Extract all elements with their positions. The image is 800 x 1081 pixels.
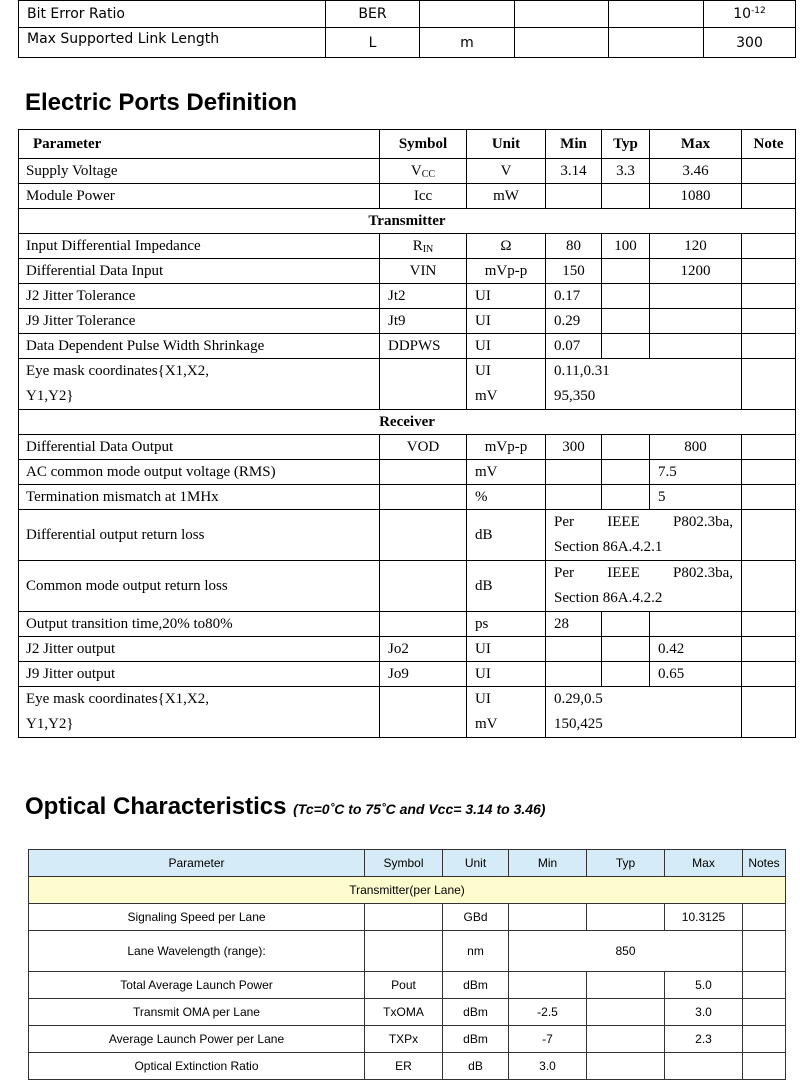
- unit-cell: dB: [443, 1053, 509, 1080]
- note-cell: [742, 359, 796, 410]
- min-cell: [546, 485, 602, 510]
- header-symbol: Symbol: [380, 130, 467, 159]
- symbol-cell: L: [326, 28, 420, 58]
- max-cell: [650, 284, 742, 309]
- value-line: 0.29,0.5: [554, 691, 603, 707]
- param-line: Eye mask coordinates{X1,X2,: [26, 691, 209, 707]
- symbol-cell: [380, 359, 467, 410]
- unit-cell: mVp-p: [467, 435, 546, 460]
- symbol-cell: [380, 485, 467, 510]
- typ-cell: [602, 637, 650, 662]
- notes-cell: [743, 1026, 786, 1053]
- table-row: [19, 359, 796, 410]
- min-cell: [546, 637, 602, 662]
- header-unit: Unit: [467, 130, 546, 159]
- min-cell: 150: [546, 259, 602, 284]
- table-row: [19, 309, 796, 334]
- typ-cell: [602, 612, 650, 637]
- value-word: Per: [554, 514, 574, 530]
- table-row: [29, 931, 786, 972]
- section-transmitter-per-lane: Transmitter(per Lane): [29, 877, 786, 904]
- max-cell: [650, 309, 742, 334]
- unit-line: mV: [475, 388, 498, 404]
- optical-condition: (Tc=0˚C to 75˚C and Vcc= 3.14 to 3.46): [293, 801, 546, 817]
- note-cell: [742, 309, 796, 334]
- table-row: [19, 28, 796, 58]
- link-spec-table: [18, 0, 796, 58]
- max-cell: [650, 334, 742, 359]
- symbol-cell: DDPWS: [380, 334, 467, 359]
- param-cell: Output transition time,20% to80%: [19, 612, 380, 637]
- min-cell: [546, 460, 602, 485]
- notes-cell: [743, 931, 786, 972]
- symbol-cell: TxOMA: [365, 999, 443, 1026]
- param-cell: Data Dependent Pulse Width Shrinkage: [19, 334, 380, 359]
- table-row: [19, 184, 796, 209]
- value-line: 95,350: [554, 388, 596, 404]
- notes-cell: [743, 999, 786, 1026]
- header-notes: Notes: [743, 850, 786, 877]
- value-line: 150,425: [554, 716, 603, 732]
- header-symbol: Symbol: [365, 850, 443, 877]
- param-cell: AC common mode output voltage (RMS): [19, 460, 380, 485]
- param-cell: Common mode output return loss: [19, 561, 380, 612]
- typ-cell: [602, 334, 650, 359]
- param-cell: J2 Jitter Tolerance: [19, 284, 380, 309]
- max-cell: 2.3: [665, 1026, 743, 1053]
- unit-cell: dBm: [443, 972, 509, 999]
- unit-cell: UI: [467, 309, 546, 334]
- table-row: [19, 435, 796, 460]
- section-row: [19, 209, 796, 234]
- typ-cell: [602, 460, 650, 485]
- table-row: [29, 904, 786, 931]
- unit-cell: GBd: [443, 904, 509, 931]
- table-row: [19, 662, 796, 687]
- table-row: [19, 637, 796, 662]
- max-cell: 0.42: [650, 637, 742, 662]
- notes-cell: [743, 972, 786, 999]
- note-cell: [742, 284, 796, 309]
- unit-cell: UI: [467, 334, 546, 359]
- notes-cell: [743, 904, 786, 931]
- unit-line: UI: [475, 363, 491, 379]
- section-title-optical: [25, 793, 545, 821]
- unit-cell: m: [420, 28, 515, 58]
- table-row: [19, 1, 796, 28]
- table-row: [19, 334, 796, 359]
- value-cell: [546, 510, 742, 561]
- unit-cell: ps: [467, 612, 546, 637]
- header-max: Max: [650, 130, 742, 159]
- notes-cell: [743, 1053, 786, 1080]
- value-cell: [546, 561, 742, 612]
- max-cell: 3.46: [650, 159, 742, 184]
- typ-cell: [587, 1053, 665, 1080]
- min-cell: [546, 184, 602, 209]
- symbol-base: V: [410, 162, 422, 179]
- typ-cell: [587, 904, 665, 931]
- unit-cell: dBm: [443, 999, 509, 1026]
- value-cell: [546, 359, 742, 410]
- unit-cell: V: [467, 159, 546, 184]
- value-line: Section 86A.4.2.2: [554, 590, 663, 606]
- section-transmitter: Transmitter: [19, 209, 796, 234]
- table-row: [19, 612, 796, 637]
- param-cell: Optical Extinction Ratio: [29, 1053, 365, 1080]
- max-cell: 0.65: [650, 662, 742, 687]
- optical-title: Optical Characteristics: [25, 793, 287, 820]
- param-cell: Transmit OMA per Lane: [29, 999, 365, 1026]
- unit-line: mV: [475, 716, 498, 732]
- param-cell: [19, 359, 380, 410]
- header-parameter: Parameter: [29, 850, 365, 877]
- symbol-cell: ER: [365, 1053, 443, 1080]
- unit-cell: Ω: [467, 234, 546, 259]
- min-cell: [515, 1, 609, 28]
- min-cell: [509, 904, 587, 931]
- max-cell: 3.0: [665, 999, 743, 1026]
- typ-cell: [602, 662, 650, 687]
- min-cell: 0.07: [546, 334, 602, 359]
- header-min: Min: [546, 130, 602, 159]
- header-parameter: Parameter: [19, 130, 380, 159]
- min-cell: 300: [546, 435, 602, 460]
- note-cell: [742, 435, 796, 460]
- typ-cell: 100: [602, 234, 650, 259]
- note-cell: [742, 485, 796, 510]
- table-row: [19, 284, 796, 309]
- min-cell: -7: [509, 1026, 587, 1053]
- min-cell: -2.5: [509, 999, 587, 1026]
- unit-cell: %: [467, 485, 546, 510]
- param-cell: J9 Jitter output: [19, 662, 380, 687]
- value-line: Section 86A.4.2.1: [554, 539, 663, 555]
- min-cell: [546, 662, 602, 687]
- typ-cell: [602, 284, 650, 309]
- max-cell: 800: [650, 435, 742, 460]
- typ-cell: [602, 435, 650, 460]
- param-cell: Differential Data Input: [19, 259, 380, 284]
- header-typ: Typ: [602, 130, 650, 159]
- value-line: 0.11,0.31: [554, 363, 610, 379]
- header-typ: Typ: [587, 850, 665, 877]
- value-word: Per: [554, 565, 574, 581]
- header-min: Min: [509, 850, 587, 877]
- symbol-cell: [365, 904, 443, 931]
- table-row: [19, 485, 796, 510]
- table-row: [19, 510, 796, 561]
- typ-cell: [602, 259, 650, 284]
- note-cell: [742, 510, 796, 561]
- typ-cell: [602, 309, 650, 334]
- unit-cell: nm: [443, 931, 509, 972]
- symbol-base: R: [412, 237, 423, 254]
- param-cell: Module Power: [19, 184, 380, 209]
- min-cell: 0.29: [546, 309, 602, 334]
- value-word: IEEE: [607, 514, 640, 530]
- section-row: [29, 877, 786, 904]
- table-row: [29, 1053, 786, 1080]
- note-cell: [742, 561, 796, 612]
- typ-cell: [587, 972, 665, 999]
- unit-cell: dB: [467, 561, 546, 612]
- param-cell: Bit Error Ratio: [19, 1, 326, 28]
- table-row: [19, 234, 796, 259]
- param-cell: J9 Jitter Tolerance: [19, 309, 380, 334]
- param-cell: Lane Wavelength (range):: [29, 931, 365, 972]
- param-cell: Total Average Launch Power: [29, 972, 365, 999]
- unit-cell: [420, 1, 515, 28]
- unit-cell: UI: [467, 637, 546, 662]
- value-word: IEEE: [607, 565, 640, 581]
- symbol-cell: [365, 931, 443, 972]
- header-row: [29, 850, 786, 877]
- section-receiver: Receiver: [19, 410, 796, 435]
- typ-cell: [609, 28, 704, 58]
- symbol-cell: TXPx: [365, 1026, 443, 1053]
- table-row: [29, 1026, 786, 1053]
- typ-cell: [602, 184, 650, 209]
- note-cell: [742, 460, 796, 485]
- param-cell: Termination mismatch at 1MHx: [19, 485, 380, 510]
- unit-cell: mVp-p: [467, 259, 546, 284]
- param-line: Y1,Y2}: [26, 716, 74, 732]
- value-line: [554, 510, 741, 535]
- param-line: Eye mask coordinates{X1,X2,: [26, 363, 209, 379]
- min-cell: [515, 28, 609, 58]
- header-note: Note: [742, 130, 796, 159]
- table-row: [19, 460, 796, 485]
- symbol-cell: Icc: [380, 184, 467, 209]
- max-cell: [665, 1053, 743, 1080]
- unit-line: UI: [475, 691, 491, 707]
- section-row: [19, 410, 796, 435]
- param-line: Y1,Y2}: [26, 388, 74, 404]
- unit-cell: [467, 359, 546, 410]
- param-cell: Signaling Speed per Lane: [29, 904, 365, 931]
- section-title-electric: Electric Ports Definition: [25, 89, 298, 116]
- symbol-cell: [380, 234, 467, 259]
- param-cell: Max Supported Link Length: [19, 28, 326, 58]
- value-word: P802.3ba,: [672, 565, 733, 581]
- unit-cell: dB: [467, 510, 546, 561]
- min-cell: 28: [546, 612, 602, 637]
- min-cell: 3.14: [546, 159, 602, 184]
- note-cell: [742, 234, 796, 259]
- note-cell: [742, 334, 796, 359]
- note-cell: [742, 637, 796, 662]
- symbol-cell: [380, 510, 467, 561]
- unit-cell: dBm: [443, 1026, 509, 1053]
- note-cell: [742, 259, 796, 284]
- symbol-cell: VOD: [380, 435, 467, 460]
- symbol-cell: Pout: [365, 972, 443, 999]
- table-row: [19, 561, 796, 612]
- symbol-cell: [380, 561, 467, 612]
- typ-cell: [609, 1, 704, 28]
- symbol-cell: Jo2: [380, 637, 467, 662]
- max-cell: 5.0: [665, 972, 743, 999]
- typ-cell: [602, 485, 650, 510]
- max-cell: [650, 612, 742, 637]
- table-row: [19, 259, 796, 284]
- max-base: 10: [733, 6, 752, 22]
- symbol-cell: Jt2: [380, 284, 467, 309]
- max-cell: 1200: [650, 259, 742, 284]
- note-cell: [742, 662, 796, 687]
- param-cell: Average Launch Power per Lane: [29, 1026, 365, 1053]
- symbol-subscript: CC: [421, 168, 436, 180]
- value-cell: 850: [509, 931, 743, 972]
- unit-cell: UI: [467, 284, 546, 309]
- table-row: [19, 687, 796, 738]
- max-cell: 5: [650, 485, 742, 510]
- symbol-cell: [380, 612, 467, 637]
- param-cell: [19, 687, 380, 738]
- symbol-cell: BER: [326, 1, 420, 28]
- unit-cell: [467, 687, 546, 738]
- min-cell: 0.17: [546, 284, 602, 309]
- symbol-cell: Jt9: [380, 309, 467, 334]
- note-cell: [742, 184, 796, 209]
- header-max: Max: [665, 850, 743, 877]
- min-cell: 3.0: [509, 1053, 587, 1080]
- symbol-subscript: IN: [422, 243, 434, 255]
- param-cell: Input Differential Impedance: [19, 234, 380, 259]
- unit-cell: UI: [467, 662, 546, 687]
- electric-ports-table: [18, 129, 796, 738]
- symbol-cell: [380, 159, 467, 184]
- param-cell: Differential output return loss: [19, 510, 380, 561]
- symbol-cell: VIN: [380, 259, 467, 284]
- table-row: [29, 972, 786, 999]
- param-cell: J2 Jitter output: [19, 637, 380, 662]
- max-cell: [704, 1, 796, 28]
- header-unit: Unit: [443, 850, 509, 877]
- optical-characteristics-table: [28, 849, 786, 1080]
- min-cell: [509, 972, 587, 999]
- value-cell: [546, 687, 742, 738]
- max-cell: 300: [704, 28, 796, 58]
- table-row: [19, 159, 796, 184]
- unit-cell: mW: [467, 184, 546, 209]
- max-exponent: -12: [751, 6, 766, 16]
- value-line: [554, 561, 741, 586]
- value-word: P802.3ba,: [672, 514, 733, 530]
- symbol-cell: Jo9: [380, 662, 467, 687]
- param-cell: Differential Data Output: [19, 435, 380, 460]
- max-cell: 120: [650, 234, 742, 259]
- symbol-cell: [380, 460, 467, 485]
- note-cell: [742, 159, 796, 184]
- typ-cell: [587, 1026, 665, 1053]
- max-cell: 10.3125: [665, 904, 743, 931]
- table-row: [29, 999, 786, 1026]
- typ-cell: 3.3: [602, 159, 650, 184]
- min-cell: 80: [546, 234, 602, 259]
- unit-cell: mV: [467, 460, 546, 485]
- note-cell: [742, 687, 796, 738]
- max-cell: 7.5: [650, 460, 742, 485]
- symbol-cell: [380, 687, 467, 738]
- max-cell: 1080: [650, 184, 742, 209]
- header-row: [19, 130, 796, 159]
- param-cell: Supply Voltage: [19, 159, 380, 184]
- typ-cell: [587, 999, 665, 1026]
- note-cell: [742, 612, 796, 637]
